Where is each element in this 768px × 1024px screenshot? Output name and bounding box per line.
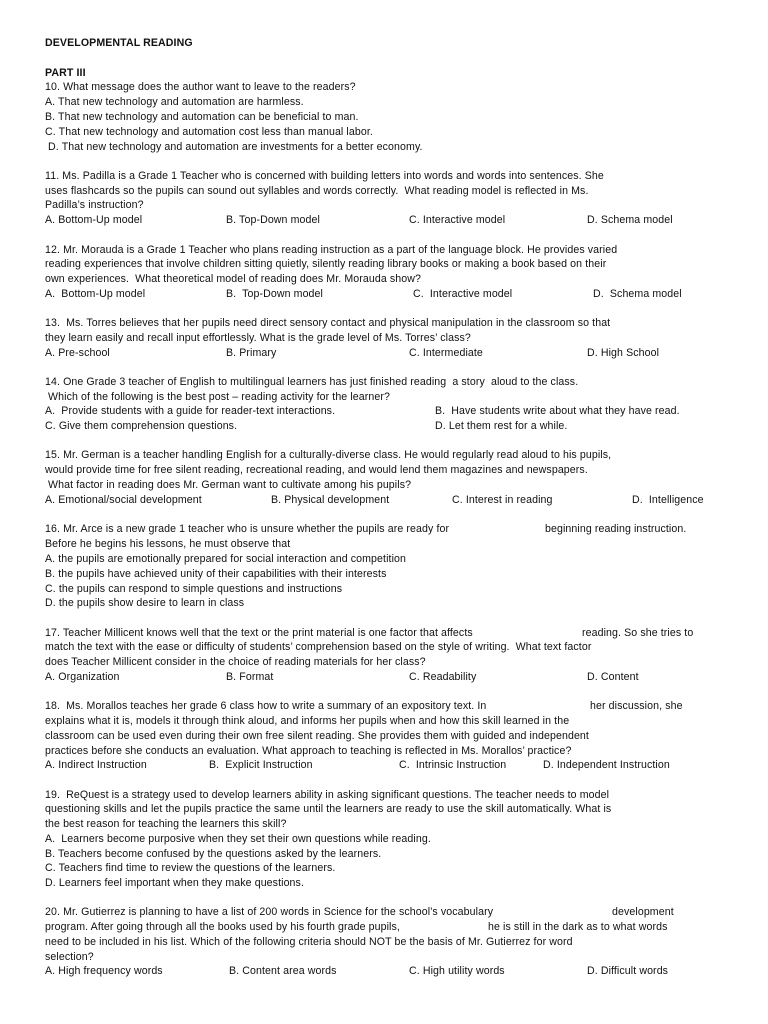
question-stem-line: 17. Teacher Millicent knows well that the text or the print material is one factor that affects [45,627,473,639]
question-stem-line: questioning skills and let the pupils practice the same until the learners are ready to use the skill automatically. What is [45,803,612,815]
choice-b: B. Have students write about what they have read. [435,405,680,417]
question-stem-line: own experiences. What theoretical model of reading does Mr. Morauda show? [45,273,422,285]
choice-a: A. the pupils are emotionally prepared for social interaction and competition [45,553,407,565]
question-stem-line: 11. Ms. Padilla is a Grade 1 Teacher who is concerned with building letters into words and words into sentences. She [45,170,604,182]
choice-d: D. the pupils show desire to learn in class [45,597,245,609]
choice-d: D. Independent Instruction [543,759,670,771]
question-stem-line: 16. Mr. Arce is a new grade 1 teacher who is unsure whether the pupils are ready for [45,523,450,535]
choice-a: A. Bottom-Up model [45,288,146,300]
question-stem-line: explains what it is, models it through think aloud, and informs her pupils when and how this skill learned in the [45,715,570,727]
question-stem-line: beginning reading instruction. [545,523,687,535]
choice-c: C. the pupils can respond to simple questions and instructions [45,583,343,595]
choice-a: A. Learners become purposive when they set their own questions while reading. [45,833,431,845]
question-stem-line: reading experiences that involve children sitting quietly, silently reading library books or making a book based on their [45,258,607,270]
question-stem-line: 14. One Grade 3 teacher of English to multilingual learners has just finished reading a story aloud to the class. [45,376,579,388]
choice-a: A. Bottom-Up model [45,214,143,226]
question-stem-line: need to be included in his list. Which of the following criteria should NOT be the basis of Mr. Gutierrez for word [45,936,573,948]
question-stem-line: selection? [45,951,94,963]
question-stem-line: 12. Mr. Morauda is a Grade 1 Teacher who plans reading instruction as a part of the language block. He provides varied [45,244,618,256]
choice-d: D. Schema model [593,288,682,300]
question-stem-line: 19. ReQuest is a strategy used to develop learners ability in asking significant questions. The teacher needs to model [45,789,610,801]
choice-c: C. High utility words [409,965,505,977]
choice-c: C. Interest in reading [452,494,553,506]
choice-b: B. the pupils have achieved unity of their capabilities with their interests [45,568,387,580]
question-stem-line: classroom can be used even during their own free silent reading. She provides them with guided and independent [45,730,589,742]
question-stem-line: Before he begins his lessons, he must observe that [45,538,291,550]
choice-d: D. That new technology and automation are investments for a better economy. [45,141,423,153]
choice-b: B. That new technology and automation can be beneficial to man. [45,111,359,123]
choice-b: B. Content area words [229,965,337,977]
choice-b: B. Primary [226,347,277,359]
choice-d: D. Learners feel important when they make questions. [45,877,304,889]
choice-c: C. Intermediate [409,347,483,359]
choice-c: C. That new technology and automation cost less than manual labor. [45,126,373,138]
question-stem-line: development [612,906,674,918]
choice-a: A. Indirect Instruction [45,759,147,771]
question-stem-line: 20. Mr. Gutierrez is planning to have a list of 200 words in Science for the school’s vocabulary [45,906,494,918]
choice-a: A. That new technology and automation are harmless. [45,96,304,108]
choice-b: B. Top-Down model [226,214,320,226]
question-stem-line: 18. Ms. Morallos teaches her grade 6 class how to write a summary of an expository text. In [45,700,487,712]
choice-c: C. Interactive model [409,214,506,226]
choice-c: C. Readability [409,671,477,683]
question-stem-line: would provide time for free silent reading, recreational reading, and would lend them magazines and newspapers. [45,464,588,476]
choice-a: A. Emotional/social development [45,494,202,506]
question-stem-line: program. After going through all the books used by his fourth grade pupils, [45,921,400,933]
question-stem-line: Which of the following is the best post – reading activity for the learner? [45,391,391,403]
choice-b: B. Explicit Instruction [209,759,313,771]
choice-d: D. Intelligence [632,494,704,506]
choice-b: B. Top-Down model [226,288,323,300]
choice-a: A. High frequency words [45,965,163,977]
choice-c: C. Interactive model [413,288,513,300]
choice-c: C. Teachers find time to review the questions of the learners. [45,862,336,874]
question-stem-line: the best reason for teaching the learners this skill? [45,818,287,830]
choice-c: C. Intrinsic Instruction [399,759,507,771]
question-stem-line: 13. Ms. Torres believes that her pupils need direct sensory contact and physical manipulation in the classroom so that [45,317,611,329]
choice-d: D. Let them rest for a while. [435,420,568,432]
question-stem-line: he is still in the dark as to what words [488,921,668,933]
question-stem-line: reading. So she tries to [582,627,694,639]
question-stem-line: practices before she conducts an evaluation. What approach to teaching is reflected in Ms. Morallos’ practice? [45,745,572,757]
question-stem-line: does Teacher Millicent consider in the choice of reading materials for her class? [45,656,426,668]
choice-d: D. Content [587,671,639,683]
question-stem-line: What factor in reading does Mr. German want to cultivate among his pupils? [45,479,412,491]
choice-a: A. Organization [45,671,120,683]
choice-b: B. Teachers become confused by the questions asked by the learners. [45,848,382,860]
question-stem-line: Padilla’s instruction? [45,199,144,211]
choice-a: A. Provide students with a guide for reader-text interactions. [45,405,336,417]
question-stem-line: 15. Mr. German is a teacher handling English for a culturally-diverse class. He would regularly read aloud to his pupils, [45,449,612,461]
choice-b: B. Physical development [271,494,390,506]
question-stem-line: match the text with the ease or difficulty of students’ comprehension based on the style of writing. What text factor [45,641,592,653]
choice-c: C. Give them comprehension questions. [45,420,238,432]
part-heading: PART III [45,67,86,79]
choice-d: D. High School [587,347,660,359]
question-stem: 10. What message does the author want to leave to the readers? [45,81,356,93]
choice-a: A. Pre-school [45,347,110,359]
choice-b: B. Format [226,671,274,683]
document-title: DEVELOPMENTAL READING [45,37,193,49]
question-stem-line: her discussion, she [590,700,683,712]
question-stem-line: they learn easily and recall input effortlessly. What is the grade level of Ms. Torres’ class? [45,332,471,344]
question-stem-line: uses flashcards so the pupils can sound out syllables and words correctly. What reading model is reflected in Ms. [45,185,589,197]
choice-d: D. Schema model [587,214,673,226]
choice-d: D. Difficult words [587,965,669,977]
